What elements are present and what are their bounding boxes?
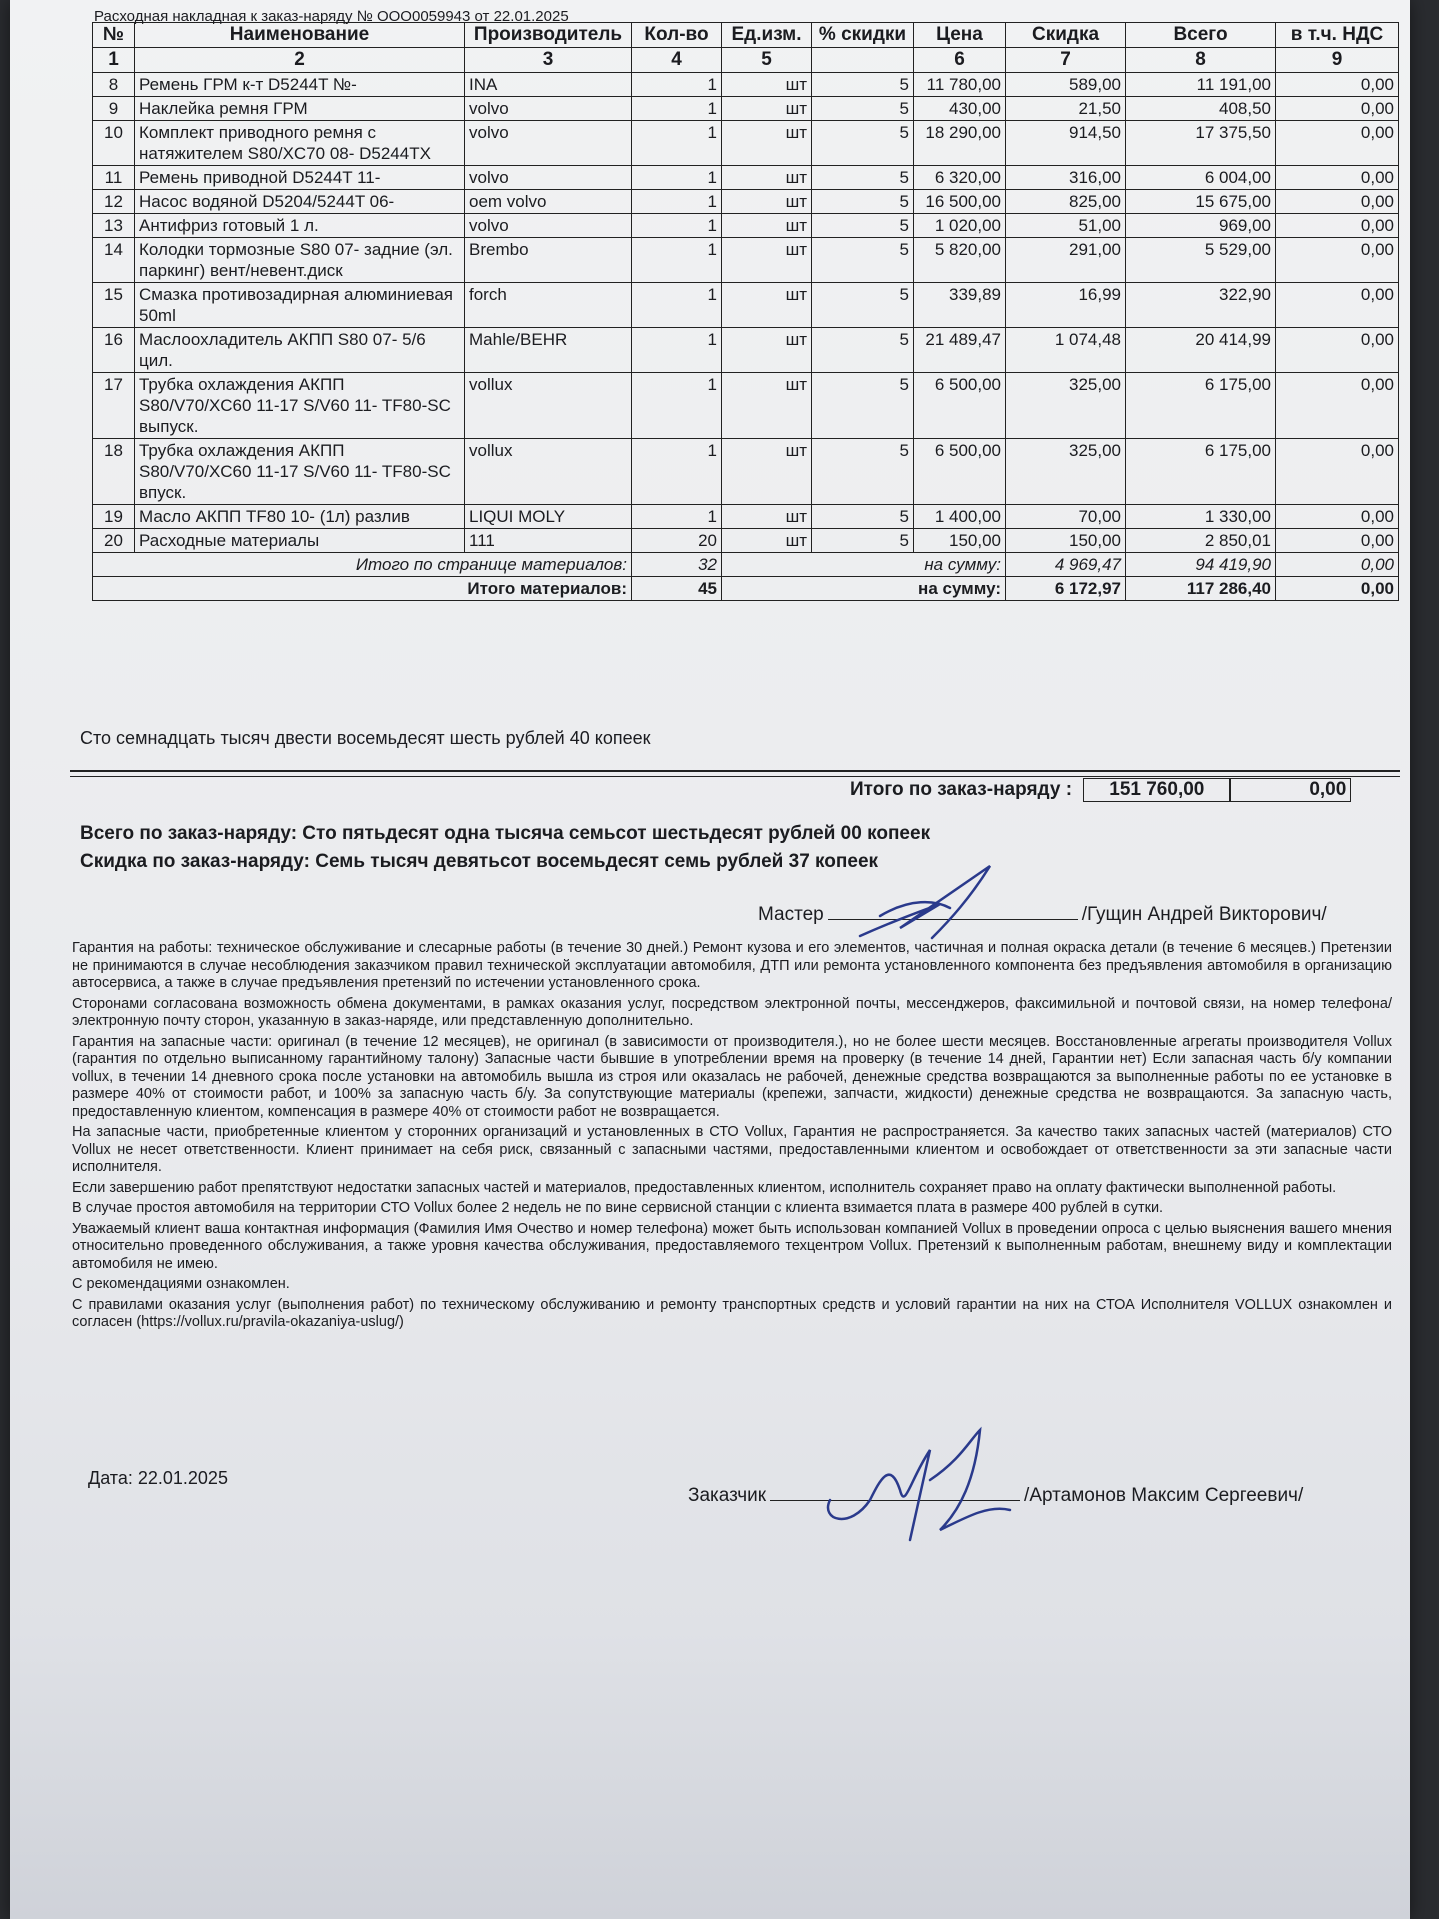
page-total-row — [93, 553, 1399, 577]
table-row — [93, 73, 1399, 97]
customer-signature-mark — [810, 1420, 1020, 1550]
col-num — [812, 48, 914, 73]
terms-paragraph: Сторонами согласована возможность обмена документами, в рамках оказания услуг, посредством электронной почты, мессенджеров, факсимильной и почтовой связи, на номер телефона/ электронную почту сторон, указанную в заказ-наряде, или представленную дополнительно. — [72, 995, 1392, 1029]
col-header-no: № — [93, 23, 135, 48]
row-discount-pct: 5 — [812, 214, 914, 238]
row-vat: 0,00 — [1276, 373, 1399, 439]
terms-paragraph: С рекомендациями ознакомлен. — [72, 1276, 290, 1292]
col-num: 8 — [1126, 48, 1276, 73]
row-unit: шт — [722, 505, 812, 529]
col-header-total: Всего — [1126, 23, 1276, 48]
row-vat: 0,00 — [1276, 97, 1399, 121]
terms-paragraph: Гарантия на работы: техническое обслуживание и слесарные работы (в течение 30 дней.) Ремонт кузова и его элементов, частичная и полная окраска детали (в течение 6 месяцев.) Претензии не принимаются в случае несоблюдения заказчиком правил технической эксплуатации автомобиля, ДТП или ремонта установленного компонента без предъявления автомобиля в организацию автосервиса, а также в случае предъявления претензий по истечении установленного срока. — [72, 940, 1392, 991]
row-vat: 0,00 — [1276, 529, 1399, 553]
row-vat: 0,00 — [1276, 283, 1399, 328]
row-total: 969,00 — [1126, 214, 1276, 238]
row-name: Насос водяной D5204/5244T 06- — [135, 190, 465, 214]
grand-total-row — [93, 577, 1399, 601]
col-num: 2 — [135, 48, 465, 73]
row-discount-pct: 5 — [812, 373, 914, 439]
row-discount-pct: 5 — [812, 529, 914, 553]
row-maker: LIQUI MOLY — [465, 505, 632, 529]
row-number: 8 — [93, 73, 135, 97]
row-number: 17 — [93, 373, 135, 439]
row-name: Трубка охлаждения АКПП S80/V70/XC60 11-17 S/V60 11- TF80-SC выпуск. — [135, 373, 465, 439]
col-num: 1 — [93, 48, 135, 73]
order-total-label: Итого по заказ-наряду : — [850, 779, 1073, 800]
table-row — [93, 121, 1399, 166]
row-qty: 1 — [632, 373, 722, 439]
row-discount: 150,00 — [1006, 529, 1126, 553]
row-total: 20 414,99 — [1126, 328, 1276, 373]
row-maker: volvo — [465, 121, 632, 166]
row-total: 1 330,00 — [1126, 505, 1276, 529]
amount-in-words: Сто семнадцать тысяч двести восемьдесят шесть рублей 40 копеек — [80, 728, 651, 748]
row-number: 12 — [93, 190, 135, 214]
row-price: 430,00 — [914, 97, 1006, 121]
row-qty: 1 — [632, 97, 722, 121]
terms-block — [72, 940, 1392, 1335]
row-unit: шт — [722, 373, 812, 439]
summary-discount-line: Скидка по заказ-наряду: Семь тысяч девятьсот восемьдесят семь рублей 37 копеек — [80, 851, 879, 872]
row-discount: 325,00 — [1006, 373, 1126, 439]
row-price: 339,89 — [914, 283, 1006, 328]
row-discount: 325,00 — [1006, 439, 1126, 505]
col-header-unit: Ед.изм. — [722, 23, 812, 48]
row-discount-pct: 5 — [812, 328, 914, 373]
row-name: Ремень приводной D5244T 11- — [135, 166, 465, 190]
row-maker: oem volvo — [465, 190, 632, 214]
row-unit: шт — [722, 439, 812, 505]
row-total: 408,50 — [1126, 97, 1276, 121]
grand-total-total: 117 286,40 — [1126, 577, 1276, 601]
row-vat: 0,00 — [1276, 238, 1399, 283]
row-price: 6 320,00 — [914, 166, 1006, 190]
col-header-disc: Скидка — [1006, 23, 1126, 48]
order-summary — [80, 820, 930, 876]
row-number: 9 — [93, 97, 135, 121]
row-name: Расходные материалы — [135, 529, 465, 553]
col-num: 4 — [632, 48, 722, 73]
row-maker: vollux — [465, 439, 632, 505]
row-maker: vollux — [465, 373, 632, 439]
divider — [70, 776, 1400, 777]
row-price: 6 500,00 — [914, 373, 1006, 439]
master-label: Мастер — [758, 904, 824, 925]
row-discount-pct: 5 — [812, 505, 914, 529]
row-number: 14 — [93, 238, 135, 283]
grand-total-vat: 0,00 — [1276, 577, 1399, 601]
col-header-disc-pct: % скидки — [812, 23, 914, 48]
row-qty: 20 — [632, 529, 722, 553]
row-price: 21 489,47 — [914, 328, 1006, 373]
document-date: Дата: 22.01.2025 — [88, 1468, 228, 1488]
row-unit: шт — [722, 73, 812, 97]
table-row — [93, 373, 1399, 439]
row-qty: 1 — [632, 238, 722, 283]
row-discount-pct: 5 — [812, 439, 914, 505]
order-total-value: 151 760,00 — [1083, 778, 1230, 802]
row-price: 11 780,00 — [914, 73, 1006, 97]
col-num: 6 — [914, 48, 1006, 73]
page-total-qty: 32 — [632, 553, 722, 577]
row-maker: volvo — [465, 97, 632, 121]
row-discount-pct: 5 — [812, 121, 914, 166]
table-row — [93, 283, 1399, 328]
col-header-maker: Производитель — [465, 23, 632, 48]
row-qty: 1 — [632, 439, 722, 505]
row-maker: 111 — [465, 529, 632, 553]
row-number: 19 — [93, 505, 135, 529]
table-row — [93, 505, 1399, 529]
row-name: Масло АКПП TF80 10- (1л) разлив — [135, 505, 465, 529]
row-number: 11 — [93, 166, 135, 190]
row-qty: 1 — [632, 121, 722, 166]
row-name: Смазка противозадирная алюминиевая 50ml — [135, 283, 465, 328]
terms-paragraph: В случае простоя автомобиля на территории СТО Vollux более 2 недель не по вине сервисной станции с клиента взимается плата в размере 400 рублей в сутки. — [72, 1200, 1164, 1216]
row-vat: 0,00 — [1276, 73, 1399, 97]
row-unit: шт — [722, 214, 812, 238]
row-vat: 0,00 — [1276, 190, 1399, 214]
row-discount: 589,00 — [1006, 73, 1126, 97]
page-total-disc: 4 969,47 — [1006, 553, 1126, 577]
table-row — [93, 439, 1399, 505]
terms-paragraph: На запасные части, приобретенные клиентом у сторонних организаций и установленных в СТО Vollux, Гарантия не распространяется. За качество таких запасных частей (материалов) СТО Vollux не несет ответственности. Клиент принимает на себя риск, связанный с запасными частями, предоставленными клиентом и освобождает от ответственности за эти запасные части исполнителя. — [72, 1124, 1392, 1175]
row-qty: 1 — [632, 328, 722, 373]
page-total-total: 94 419,90 — [1126, 553, 1276, 577]
row-discount: 914,50 — [1006, 121, 1126, 166]
page-total-label: Итого по странице материалов: — [93, 553, 632, 577]
grand-total-label: Итого материалов: — [93, 577, 632, 601]
table-row — [93, 529, 1399, 553]
col-num: 3 — [465, 48, 632, 73]
row-qty: 1 — [632, 283, 722, 328]
row-unit: шт — [722, 283, 812, 328]
row-vat: 0,00 — [1276, 505, 1399, 529]
row-discount-pct: 5 — [812, 97, 914, 121]
row-discount-pct: 5 — [812, 73, 914, 97]
row-number: 15 — [93, 283, 135, 328]
col-header-price: Цена — [914, 23, 1006, 48]
row-qty: 1 — [632, 166, 722, 190]
col-num: 9 — [1276, 48, 1399, 73]
row-discount: 16,99 — [1006, 283, 1126, 328]
grand-total-sum-label: на сумму: — [722, 577, 1006, 601]
page-total-sum-label: на сумму: — [722, 553, 1006, 577]
col-num: 5 — [722, 48, 812, 73]
row-name: Антифриз готовый 1 л. — [135, 214, 465, 238]
row-price: 16 500,00 — [914, 190, 1006, 214]
row-unit: шт — [722, 121, 812, 166]
summary-total-line: Всего по заказ-наряду: Сто пятьдесят одна тысяча семьсот шестьдесят рублей 00 копеек — [80, 823, 931, 844]
row-total: 6 004,00 — [1126, 166, 1276, 190]
row-price: 1 020,00 — [914, 214, 1006, 238]
customer-name: /Артамонов Максим Сергеевич/ — [1024, 1485, 1304, 1506]
master-signature-mark — [840, 858, 1040, 948]
terms-paragraph: Гарантия на запасные части: оригинал (в течение 12 месяцев), не оригинал (в зависимости от производителя.), но не более шести месяцев. Восстановленные агрегаты производителя Vollux (гарантия по отдельно выписанному гарантийному талону) Запасные части бывшие в употреблении время на проверку (в течение 14 дней, Гарантии нет) Если запасная часть б/у компании vollux, в течении 14 дневного срока после установки на автомобиль вышла из строя или оказалась не рабочей, денежные средства возвращаются за выполненные работы по ее установке в размере 40% от стоимости работ, и 100% за запасную часть б/у. За сопутствующие материалы (крепежи, запчасти, жидкости) денежные средства не возвращаются. За запасную часть, предоставленную клиентом, компенсация в размере 40% от стоимости работ не возвращается. — [72, 1033, 1392, 1120]
row-vat: 0,00 — [1276, 214, 1399, 238]
row-vat: 0,00 — [1276, 166, 1399, 190]
row-number: 10 — [93, 121, 135, 166]
row-unit: шт — [722, 238, 812, 283]
master-name: /Гущин Андрей Викторович/ — [1081, 904, 1327, 925]
row-discount-pct: 5 — [812, 190, 914, 214]
order-total-vat: 0,00 — [1230, 778, 1351, 802]
row-total: 2 850,01 — [1126, 529, 1276, 553]
grand-total-qty: 45 — [632, 577, 722, 601]
col-num: 7 — [1006, 48, 1126, 73]
terms-paragraph: Если завершению работ препятствуют недостатки запасных частей и материалов, предоставленных клиентом, исполнитель сохраняет право на оплату фактически выполненной работы. — [72, 1179, 1337, 1196]
row-name: Колодки тормозные S80 07- задние (эл. паркинг) вент/невент.диск — [135, 238, 465, 283]
row-unit: шт — [722, 190, 812, 214]
row-price: 5 820,00 — [914, 238, 1006, 283]
row-unit: шт — [722, 97, 812, 121]
row-total: 15 675,00 — [1126, 190, 1276, 214]
row-qty: 1 — [632, 190, 722, 214]
grand-total-disc: 6 172,97 — [1006, 577, 1126, 601]
row-discount: 21,50 — [1006, 97, 1126, 121]
row-maker: forch — [465, 283, 632, 328]
col-header-vat: в т.ч. НДС — [1276, 23, 1399, 48]
row-discount: 51,00 — [1006, 214, 1126, 238]
row-number: 18 — [93, 439, 135, 505]
row-discount: 825,00 — [1006, 190, 1126, 214]
row-unit: шт — [722, 166, 812, 190]
row-maker: Mahle/BEHR — [465, 328, 632, 373]
row-unit: шт — [722, 328, 812, 373]
divider — [70, 770, 1400, 772]
row-maker: volvo — [465, 166, 632, 190]
row-number: 20 — [93, 529, 135, 553]
row-discount-pct: 5 — [812, 166, 914, 190]
document-sheet — [10, 0, 1410, 1919]
column-number-row — [93, 48, 1399, 73]
row-maker: volvo — [465, 214, 632, 238]
row-qty: 1 — [632, 505, 722, 529]
row-vat: 0,00 — [1276, 121, 1399, 166]
row-total: 322,90 — [1126, 283, 1276, 328]
table-row — [93, 214, 1399, 238]
row-name: Ремень ГРМ к-т D5244T №- — [135, 73, 465, 97]
row-vat: 0,00 — [1276, 439, 1399, 505]
table-row — [93, 328, 1399, 373]
row-number: 13 — [93, 214, 135, 238]
row-qty: 1 — [632, 73, 722, 97]
terms-paragraph: Уважаемый клиент ваша контактная информация (Фамилия Имя Очество и номер телефона) может быть использован компанией Vollux в проведении опроса с целью выяснения вашего мнения относительно проведенного обслуживания, а также уровня качества обслуживания, предоставляемого техцентром Vollux. Претензий к выполненным работам, внешнему виду и комплектации автомобиля не имею. — [72, 1220, 1392, 1272]
col-header-qty: Кол-во — [632, 23, 722, 48]
row-total: 6 175,00 — [1126, 439, 1276, 505]
row-name: Маслоохладитель АКПП S80 07- 5/6 цил. — [135, 328, 465, 373]
row-vat: 0,00 — [1276, 328, 1399, 373]
row-discount-pct: 5 — [812, 238, 914, 283]
row-name: Трубка охлаждения АКПП S80/V70/XC60 11-17 S/V60 11- TF80-SC впуск. — [135, 439, 465, 505]
terms-paragraph: С правилами оказания услуг (выполнения работ) по техническому обслуживанию и ремонту транспортных средств и условий гарантии на них на СТОА Исполнителя VOLLUX ознакомлен и согласен (https://vollux.ru/pravila-okazaniya-uslug/) — [72, 1296, 1392, 1330]
row-name: Наклейка ремня ГРМ — [135, 97, 465, 121]
document-title: Расходная накладная к заказ-наряду № ООО0059943 от 22.01.2025 — [94, 8, 569, 25]
row-discount: 70,00 — [1006, 505, 1126, 529]
table-row — [93, 238, 1399, 283]
row-qty: 1 — [632, 214, 722, 238]
page-total-vat: 0,00 — [1276, 553, 1399, 577]
row-price: 6 500,00 — [914, 439, 1006, 505]
table-row — [93, 190, 1399, 214]
row-total: 11 191,00 — [1126, 73, 1276, 97]
customer-label: Заказчик — [688, 1485, 767, 1506]
row-discount: 1 074,48 — [1006, 328, 1126, 373]
table-row — [93, 97, 1399, 121]
table-header-row — [93, 23, 1399, 48]
row-total: 5 529,00 — [1126, 238, 1276, 283]
row-price: 150,00 — [914, 529, 1006, 553]
row-name: Комплект приводного ремня с натяжителем S80/XC70 08- D5244TX — [135, 121, 465, 166]
row-price: 18 290,00 — [914, 121, 1006, 166]
row-maker: Brembo — [465, 238, 632, 283]
row-maker: INA — [465, 73, 632, 97]
row-price: 1 400,00 — [914, 505, 1006, 529]
row-total: 6 175,00 — [1126, 373, 1276, 439]
row-total: 17 375,50 — [1126, 121, 1276, 166]
row-discount: 316,00 — [1006, 166, 1126, 190]
col-header-name: Наименование — [135, 23, 465, 48]
items-table — [92, 22, 1399, 601]
table-body — [93, 73, 1399, 553]
row-number: 16 — [93, 328, 135, 373]
order-total — [850, 778, 1351, 802]
row-unit: шт — [722, 529, 812, 553]
row-discount-pct: 5 — [812, 283, 914, 328]
row-discount: 291,00 — [1006, 238, 1126, 283]
table-row — [93, 166, 1399, 190]
